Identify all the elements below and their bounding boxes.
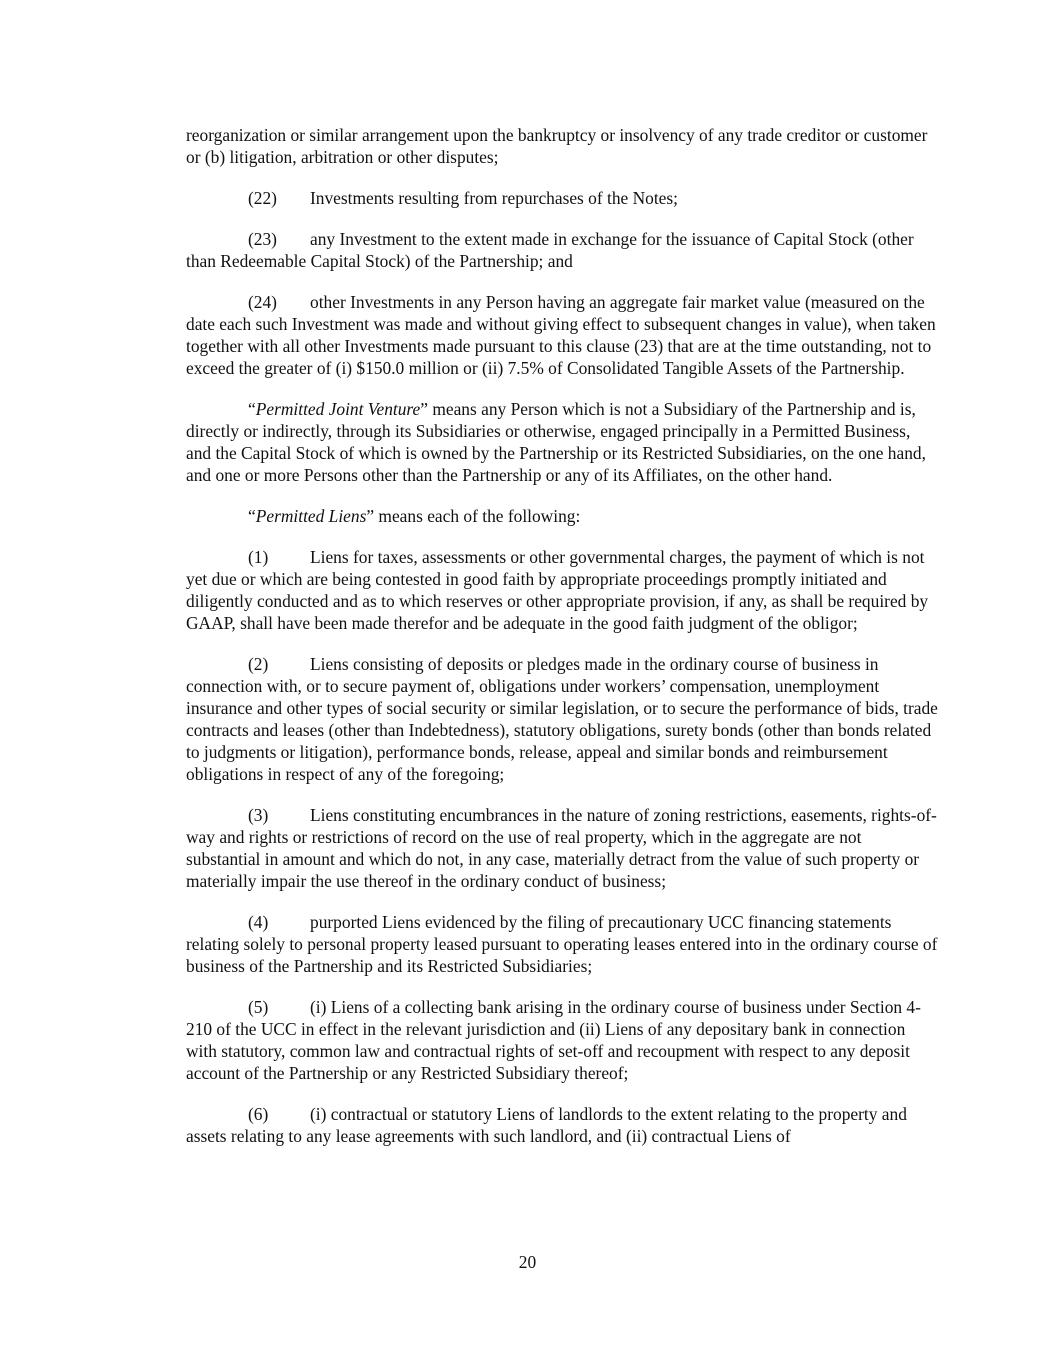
clause-text: (i) contractual or statutory Liens of landlords to the extent relating to the property and assets relating to any lease agreements with such landlord, and (ii) contractual Liens of <box>186 1104 907 1146</box>
defined-term: Permitted Joint Venture <box>255 399 421 419</box>
clause-number: (2) <box>248 654 269 674</box>
open-quote: “ <box>248 399 256 419</box>
clause-text: (i) Liens of a collecting bank arising in the ordinary course of business under Section 4-210 of the UCC in effect in the relevant jurisdiction and (ii) Liens of any depositary bank in connection with statutory, common law and contractual rights of set-off and recoupment with respect to any deposit account of the Partnership or any Restricted Subsidiary thereof; <box>186 997 921 1083</box>
clause-22 <box>186 187 938 209</box>
document-body <box>186 124 938 1166</box>
clause-number: (23) <box>248 229 277 249</box>
clause-text: Investments resulting from repurchases of the Notes; <box>310 188 679 208</box>
clause-text: purported Liens evidenced by the filing of precautionary UCC financing statements relating solely to personal property leased pursuant to operating leases entered into in the ordinary course of business of the Partnership and its Restricted Subsidiaries; <box>186 912 938 976</box>
definition-text: ” means each of the following: <box>366 506 581 526</box>
page-number: 20 <box>518 1252 537 1272</box>
lien-clause-5 <box>186 996 938 1084</box>
definition-permitted-liens <box>186 505 938 527</box>
lien-clause-4 <box>186 911 938 977</box>
clause-text: Liens consisting of deposits or pledges made in the ordinary course of business in connection with, or to secure payment of, obligations under workers’ compensation, unemployment insurance and other types of social security or similar legislation, or to secure the performance of bids, trade contracts and leases (other than Indebtedness), statutory obligations, surety bonds (other than bonds related to judgments or litigation), performance bonds, release, appeal and similar bonds and reimbursement obligations in respect of any of the foregoing; <box>186 654 938 784</box>
clause-number: (6) <box>248 1104 269 1124</box>
definition-permitted-joint-venture <box>186 398 938 486</box>
lien-clause-6 <box>186 1103 938 1147</box>
clause-number: (3) <box>248 805 269 825</box>
clause-text: Liens constituting encumbrances in the nature of zoning restrictions, easements, rights-of-way and rights or restrictions of record on the use of real property, which in the aggregate are not substantial in amount and which do not, in any case, materially detract from the value of such property or materially impair the use thereof in the ordinary conduct of business; <box>186 805 937 891</box>
clause-text: Liens for taxes, assessments or other governmental charges, the payment of which is not yet due or which are being contested in good faith by appropriate proceedings promptly initiated and diligently conducted and as to which reserves or other appropriate provision, if any, as shall be required by GAAP, shall have been made therefor and be adequate in the good faith judgment of the obligor; <box>186 547 929 633</box>
continuation-paragraph: reorganization or similar arrangement upon the bankruptcy or insolvency of any trade creditor or customer or (b) litigation, arbitration or other disputes; <box>186 125 928 167</box>
clause-24 <box>186 291 938 379</box>
lien-clause-3 <box>186 804 938 892</box>
clause-text: other Investments in any Person having an aggregate fair market value (measured on the date each such Investment was made and without giving effect to subsequent changes in value), when taken together with all other Investments made pursuant to this clause (23) that are at the time outstanding, not to exceed the greater of (i) $150.0 million or (ii) 7.5% of Consolidated Tangible Assets of the Partnership. <box>186 292 936 378</box>
clause-number: (22) <box>248 188 277 208</box>
clause-number: (1) <box>248 547 269 567</box>
lien-clause-1 <box>186 546 938 634</box>
open-quote: “ <box>248 506 256 526</box>
clause-number: (24) <box>248 292 277 312</box>
lien-clause-2 <box>186 653 938 785</box>
clause-number: (5) <box>248 997 269 1017</box>
clause-23 <box>186 228 938 272</box>
clause-number: (4) <box>248 912 269 932</box>
definition-text: ” means any Person which is not a Subsidiary of the Partnership and is, directly or indirectly, through its Subsidiaries or otherwise, engaged principally in a Permitted Business, and the Capital Stock of which is owned by the Partnership or its Restricted Subsidiaries, on the one hand, and one or more Persons other than the Partnership or any of its Affiliates, on the other hand. <box>186 399 926 485</box>
clause-text: any Investment to the extent made in exchange for the issuance of Capital Stock (other than Redeemable Capital Stock) of the Partnership; and <box>186 229 914 271</box>
defined-term: Permitted Liens <box>255 506 367 526</box>
